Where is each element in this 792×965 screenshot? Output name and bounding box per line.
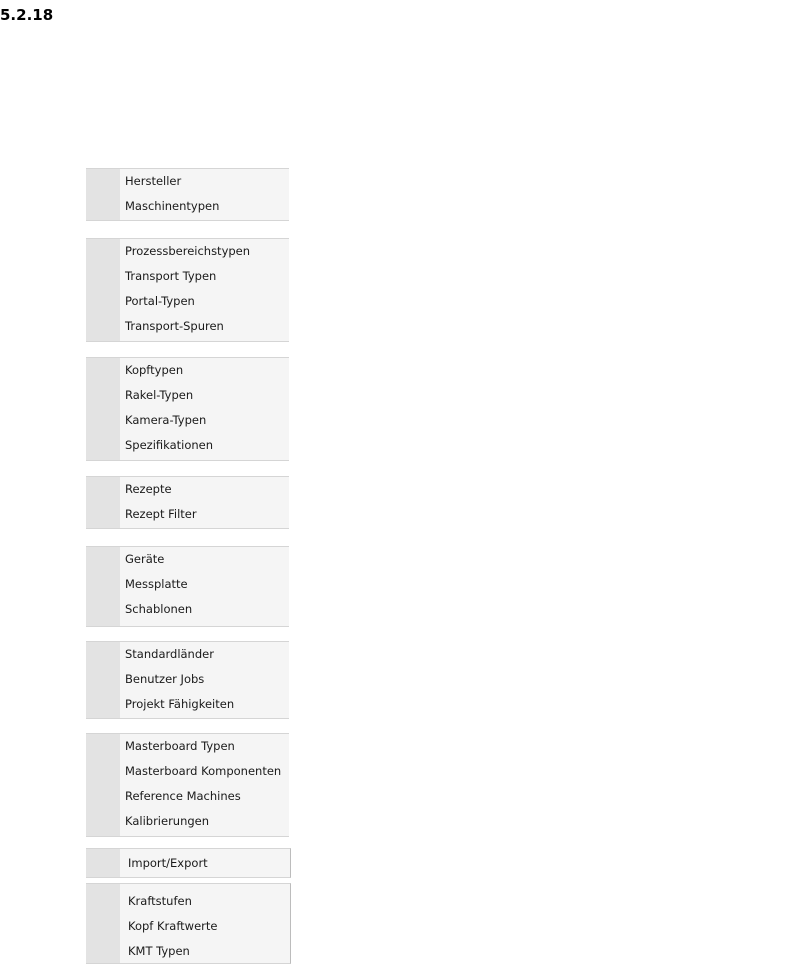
menu-item-masterboard-typen[interactable]: Masterboard Typen [125,739,235,753]
menu-item-reference-machines[interactable]: Reference Machines [125,789,241,803]
menu-item-projekt-faehigkeiten[interactable]: Projekt Fähigkeiten [125,697,235,711]
menu-item-transport-spuren[interactable]: Transport-Spuren [125,319,224,333]
menu-group-kopf [86,357,289,461]
menu-item-rakel-typen[interactable]: Rakel-Typen [125,388,194,402]
section-number: 5.2.18 [0,6,54,24]
menu-item-rezepte[interactable]: Rezepte [125,482,172,496]
menu-group-masterboard [86,733,289,837]
menu-item-maschinentypen[interactable]: Maschinentypen [125,199,220,213]
menu-group-rezepte [86,476,289,529]
menu-item-kopf-kraftwerte[interactable]: Kopf Kraftwerte [128,919,218,933]
menu-group-geraete [86,546,289,627]
menu-item-kalibrierungen[interactable]: Kalibrierungen [125,814,210,828]
menu-item-geraete[interactable]: Geräte [125,552,165,566]
menu-item-kamera-typen[interactable]: Kamera-Typen [125,413,207,427]
menu-item-transport-typen[interactable]: Transport Typen [125,269,217,283]
menu-item-schablonen[interactable]: Schablonen [125,602,193,616]
menu-item-prozessbereichstypen[interactable]: Prozessbereichstypen [125,244,251,258]
menu-item-hersteller[interactable]: Hersteller [125,174,182,188]
menu-item-kmt-typen[interactable]: KMT Typen [128,944,190,958]
menu-item-masterboard-komponenten[interactable]: Masterboard Komponenten [125,764,282,778]
menu-item-import-export[interactable]: Import/Export [128,856,208,870]
menu-item-rezept-filter[interactable]: Rezept Filter [125,507,197,521]
menu-item-spezifikationen[interactable]: Spezifikationen [125,438,214,452]
menu-item-portal-typen[interactable]: Portal-Typen [125,294,195,308]
menu-group-stammdaten [86,168,289,221]
menu-group-benutzer [86,641,289,719]
menu-item-messplatte[interactable]: Messplatte [125,577,188,591]
menu-group-transport [86,238,289,342]
menu-group-kraft [86,883,291,964]
menu-item-benutzer-jobs[interactable]: Benutzer Jobs [125,672,205,686]
menu-group-import-export [86,848,291,878]
menu-item-standardlaender[interactable]: Standardländer [125,647,214,661]
menu-item-kraftstufen[interactable]: Kraftstufen [128,894,192,908]
menu-item-kopftypen[interactable]: Kopftypen [125,363,184,377]
